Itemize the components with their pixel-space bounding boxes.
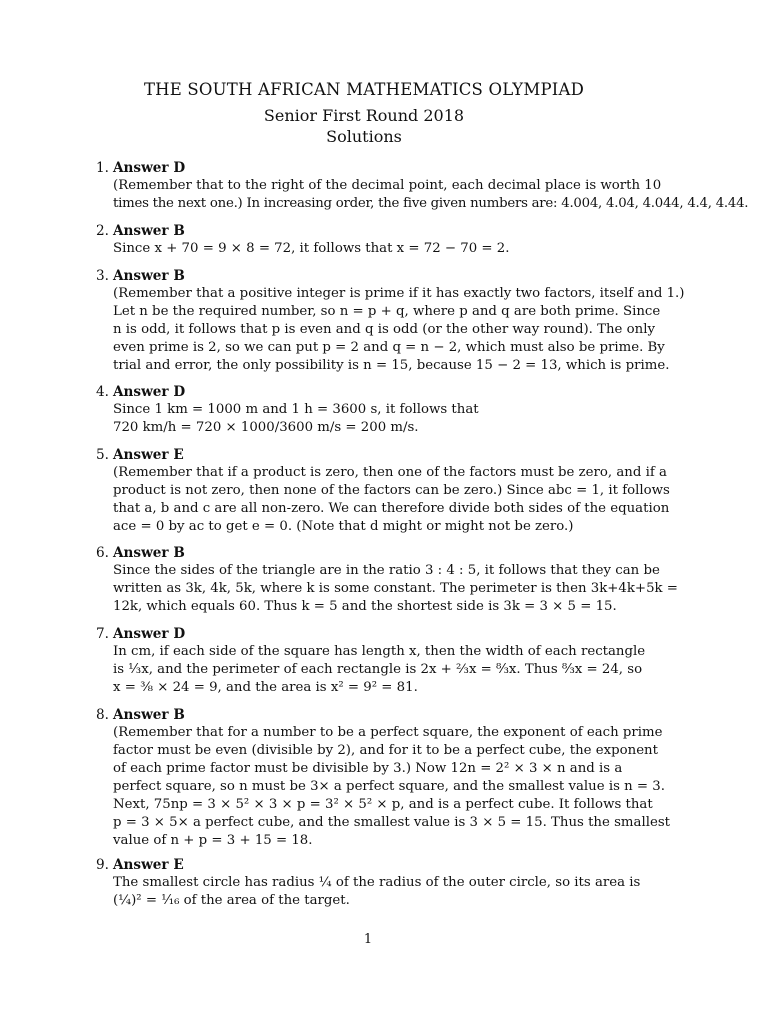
item-number: 6. (96, 545, 109, 561)
body-line: n is odd, it follows that p is even and q is odd (or the other way round). The only (113, 322, 655, 337)
item-number: 7. (96, 626, 109, 642)
body-line: written as 3k, 4k, 5k, where k is some constant. The perimeter is then 3k+4k+5k = (113, 581, 678, 596)
item-number: 9. (96, 857, 109, 873)
body-line: (¼)² = ¹⁄₁₆ of the area of the target. (113, 893, 350, 908)
item-body (113, 857, 665, 910)
body-line: (Remember that if a product is zero, then one of the factors must be zero, and if a (113, 465, 667, 480)
item-number: 2. (96, 223, 109, 239)
body-line: Let n be the required number, so n = p + q, where p and q are both prime. Since (113, 304, 661, 319)
document-title: THE SOUTH AFRICAN MATHEMATICS OLYMPIAD (143, 80, 585, 99)
body-line: even prime is 2, so we can put p = 2 and q = n − 2, which must also be prime. By (113, 340, 665, 355)
item-body (113, 384, 665, 437)
item-number: 4. (96, 384, 109, 400)
body-line: In cm, if each side of the square has length x, then the width of each rectangle (113, 644, 646, 659)
item-body (113, 545, 678, 616)
body-line: The smallest circle has radius ¼ of the radius of the outer circle, so its area is (113, 875, 641, 890)
answer-label: Answer D (113, 384, 186, 400)
body-line: (Remember that a positive integer is prime if it has exactly two factors, itself and 1.) (113, 286, 685, 301)
body-line: Since the sides of the triangle are in the ratio 3 : 4 : 5, it follows that they can be (113, 563, 660, 578)
document-type-heading: Solutions (326, 127, 402, 146)
item-body (113, 707, 670, 850)
body-line: ace = 0 by ac to get e = 0. (Note that d might or might not be zero.) (113, 519, 574, 534)
body-line: 720 km/h = 720 × 1000/3600 m/s = 200 m/s. (113, 420, 419, 435)
item-number: 1. (96, 160, 109, 176)
answer-label: Answer D (113, 160, 186, 176)
body-line: Next, 75np = 3 × 5² × 3 × p = 3² × 5² × p, and is a perfect cube. It follows that (113, 797, 653, 812)
item-body (113, 447, 670, 536)
item-number: 5. (96, 447, 109, 463)
answer-label: Answer E (113, 447, 184, 463)
item-number: 8. (96, 707, 109, 723)
item-body (113, 626, 665, 697)
body-line: Since x + 70 = 9 × 8 = 72, it follows that x = 72 − 70 = 2. (113, 241, 510, 256)
body-line: x = ⅜ × 24 = 9, and the area is x² = 9² = 81. (113, 680, 418, 695)
body-line: p = 3 × 5× a perfect cube, and the smallest value is 3 × 5 = 15. Thus the smallest (113, 815, 670, 830)
body-line: (Remember that to the right of the decimal point, each decimal place is worth 10 (113, 178, 662, 193)
body-line: of each prime factor must be divisible by 3.) Now 12n = 2² × 3 × n and is a (113, 761, 623, 776)
body-line: times the next one.) In increasing order, the five given numbers are: 4.004, 4.04, 4.044, 4.4, 4.44. (113, 196, 749, 211)
answer-label: Answer B (113, 707, 185, 723)
body-line: value of n + p = 3 + 15 = 18. (113, 833, 313, 848)
answer-label: Answer B (113, 268, 185, 284)
item-body (113, 268, 685, 375)
document-subtitle: Senior First Round 2018 (263, 106, 465, 125)
item-body (113, 223, 665, 258)
body-line: is ⅓x, and the perimeter of each rectangle is 2x + ⅔x = ⁸⁄₃x. Thus ⁸⁄₃x = 24, so (113, 662, 643, 677)
body-line: Since 1 km = 1000 m and 1 h = 3600 s, it follows that (113, 402, 479, 417)
body-line: product is not zero, then none of the factors can be zero.) Since abc = 1, it follows (113, 483, 670, 498)
answer-label: Answer B (113, 545, 185, 561)
body-line: perfect square, so n must be 3× a perfect square, and the smallest value is n = 3. (113, 779, 665, 794)
page-number: 1 (363, 932, 373, 947)
body-line: 12k, which equals 60. Thus k = 5 and the shortest side is 3k = 3 × 5 = 15. (113, 599, 617, 614)
body-line: (Remember that for a number to be a perfect square, the exponent of each prime (113, 725, 663, 740)
body-line: trial and error, the only possibility is n = 15, because 15 − 2 = 13, which is prime. (113, 358, 670, 373)
item-number: 3. (96, 268, 109, 284)
answer-label: Answer D (113, 626, 186, 642)
answer-label: Answer E (113, 857, 184, 873)
body-line: that a, b and c are all non-zero. We can therefore divide both sides of the equation (113, 501, 670, 516)
item-body (113, 160, 749, 213)
answer-label: Answer B (113, 223, 185, 239)
body-line: factor must be even (divisible by 2), and for it to be a perfect cube, the exponent (113, 743, 658, 758)
